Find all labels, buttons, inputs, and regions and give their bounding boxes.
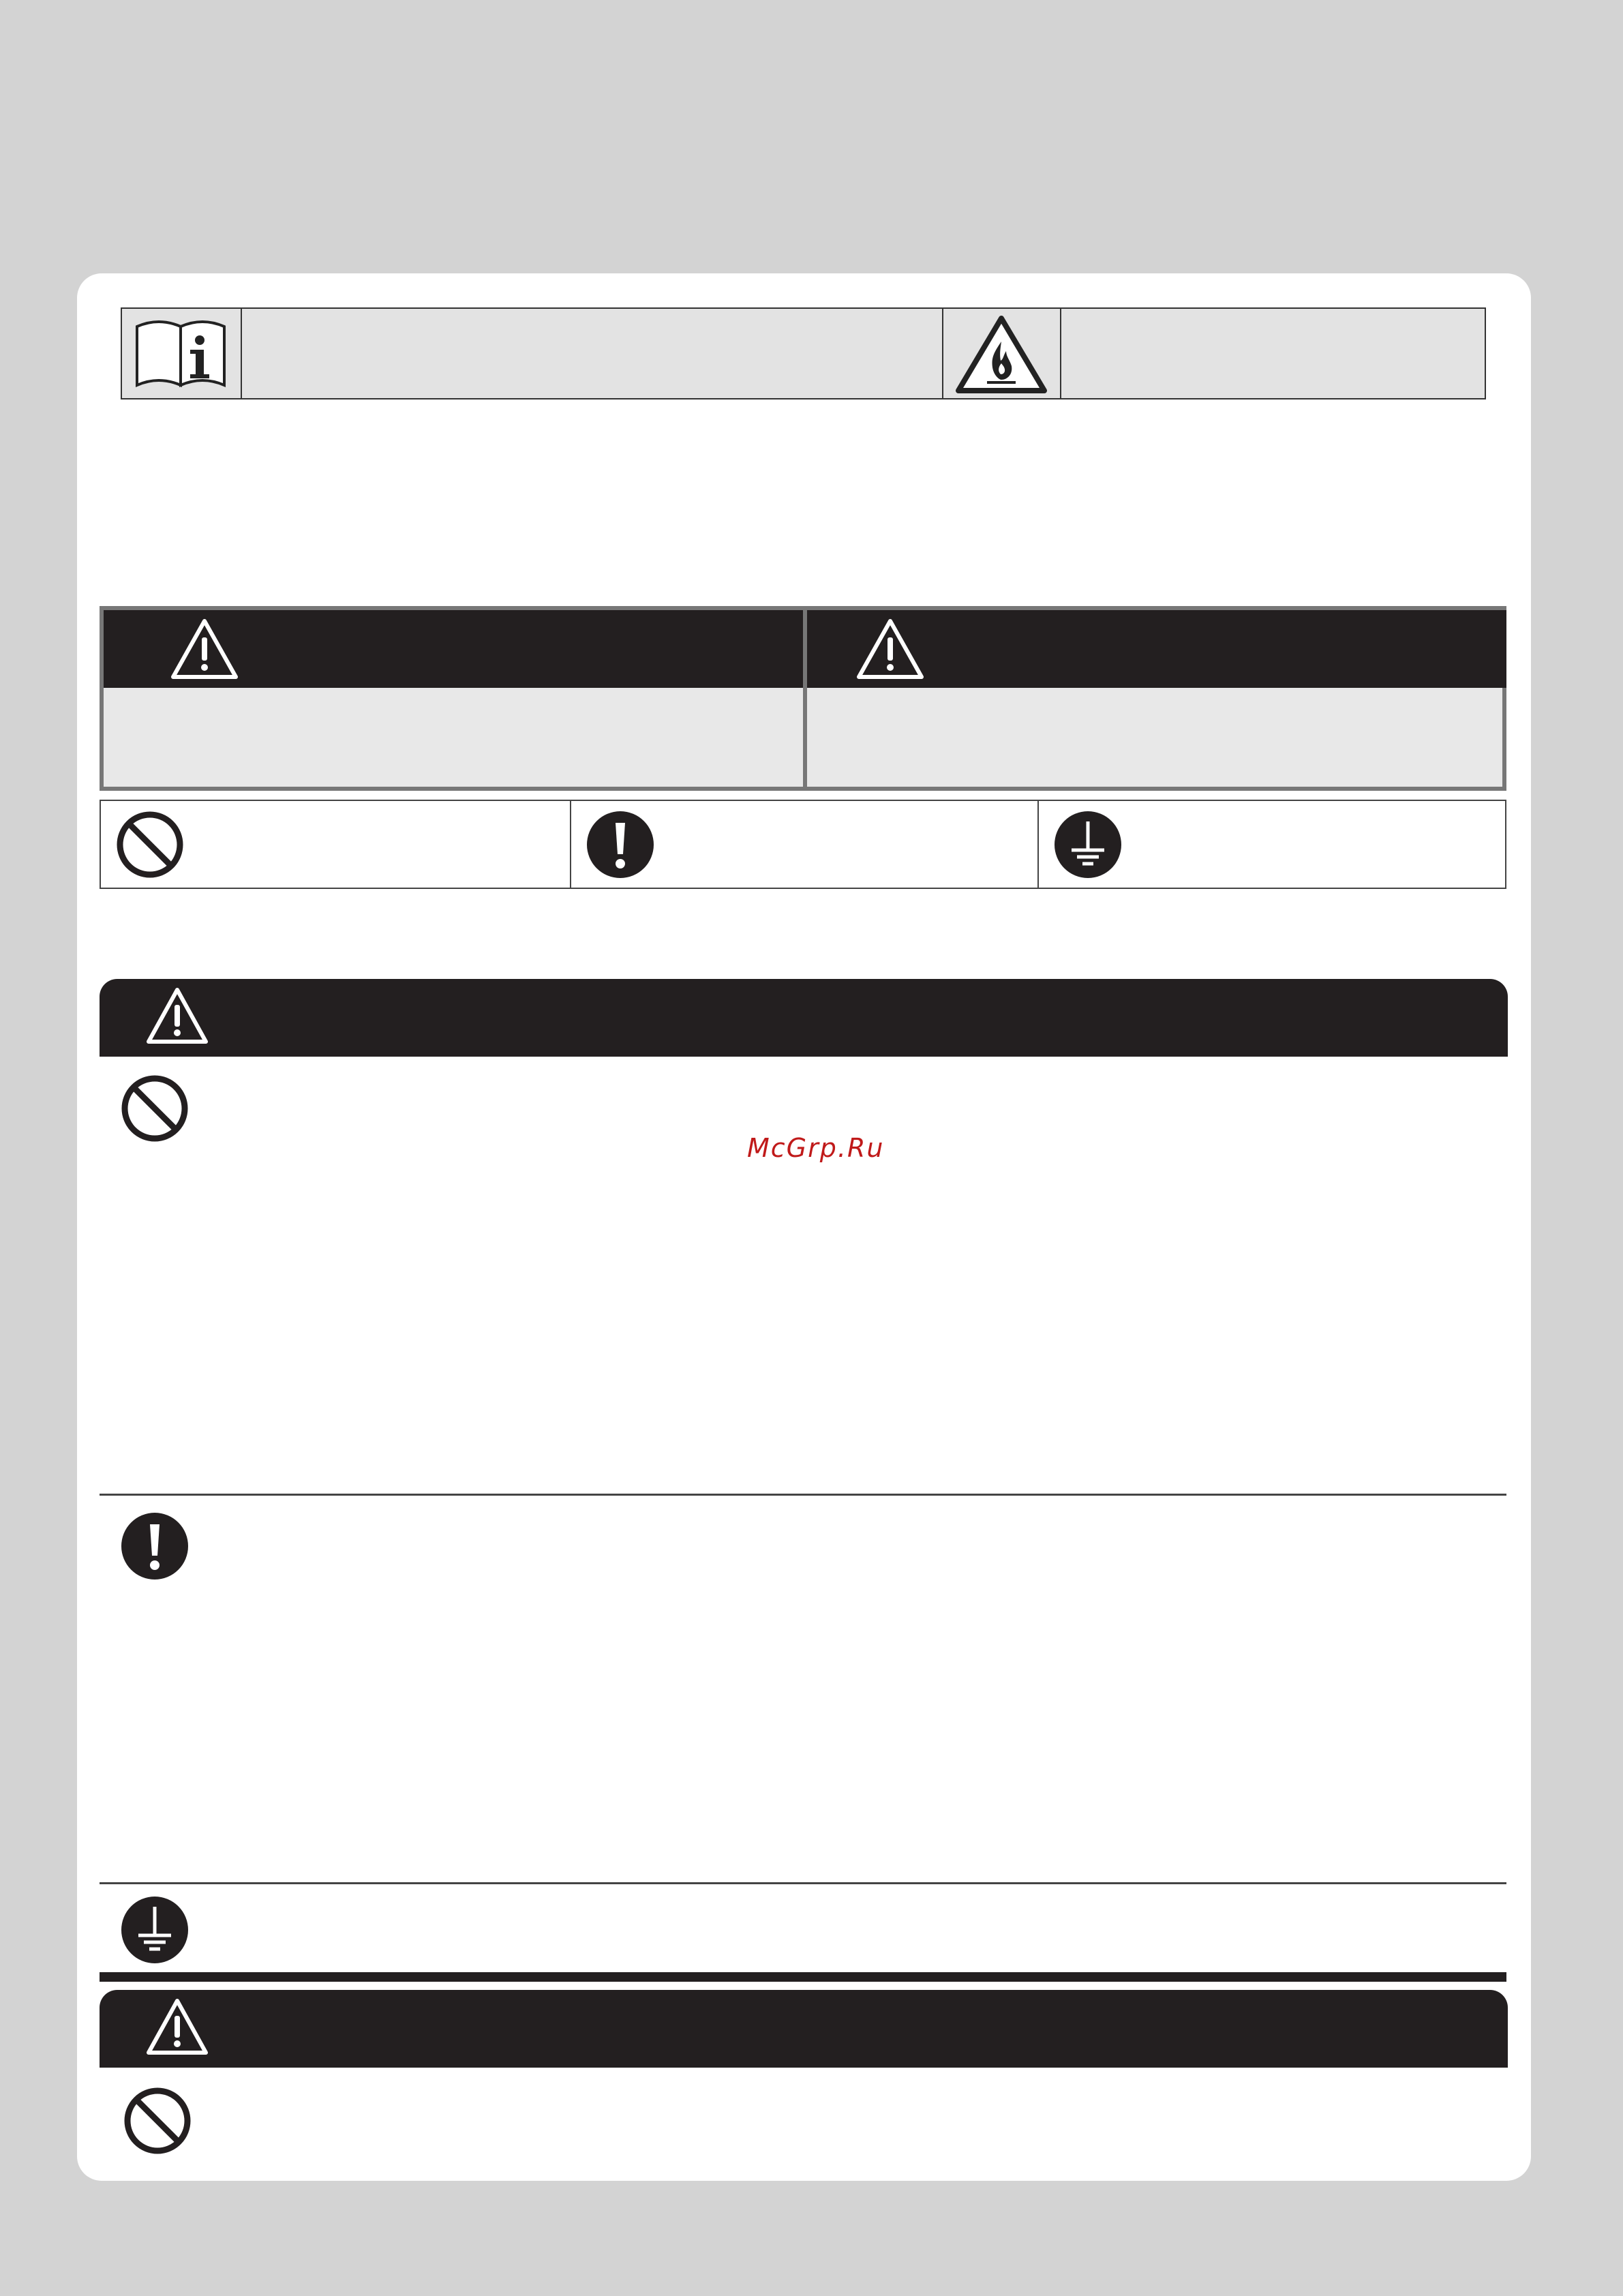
info-bar — [121, 307, 1486, 399]
flammable-cell — [942, 309, 1061, 398]
section-divider — [100, 1494, 1506, 1496]
warning-triangle-icon — [855, 617, 926, 681]
legend-divider — [570, 801, 571, 888]
prohibition-icon — [123, 2087, 192, 2155]
earth-ground-icon — [121, 1896, 189, 1964]
read-manual-icon — [133, 317, 230, 391]
signal-warning-header — [104, 610, 803, 688]
caution-section-header — [100, 1990, 1508, 2068]
warning-triangle-icon — [145, 1997, 210, 2057]
signal-word-table — [100, 606, 1506, 791]
info-text-cell — [241, 309, 943, 398]
watermark: McGrp.Ru — [747, 1133, 885, 1163]
signal-warning-panel — [104, 610, 803, 787]
warning-section-header — [100, 979, 1508, 1057]
manual-cell — [122, 309, 242, 398]
flammable-warning-icon — [954, 313, 1048, 396]
mandatory-action-icon — [121, 1512, 189, 1580]
warning-triangle-icon — [145, 986, 210, 1046]
signal-caution-header — [807, 610, 1506, 688]
earth-ground-icon — [1054, 811, 1122, 879]
manual-page — [77, 273, 1531, 2181]
prohibition-icon — [121, 1074, 189, 1143]
signal-caution-panel — [803, 610, 1506, 787]
section-divider-thick — [100, 1972, 1506, 1982]
prohibition-icon — [116, 811, 184, 879]
warning-triangle-icon — [169, 617, 240, 681]
flammable-text-cell — [1060, 309, 1485, 398]
mandatory-action-icon — [586, 811, 654, 879]
symbol-legend — [100, 800, 1506, 889]
section-divider — [100, 1882, 1506, 1884]
legend-divider — [1037, 801, 1039, 888]
